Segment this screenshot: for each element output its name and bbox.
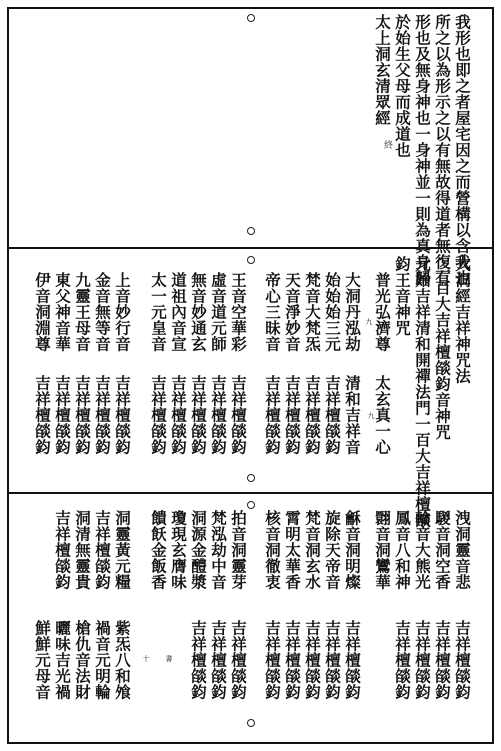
panel3-upper: 輪音大熊光	[413, 510, 432, 590]
panel3-left-mark: 書	[165, 655, 173, 662]
panel2-name: 大洞丹泓劫	[343, 272, 362, 352]
panel2-lower: 吉祥檀燄鈞	[113, 375, 132, 455]
panel2-inline-mark: 九	[365, 318, 373, 325]
panel2-name: 虛音道元師	[209, 272, 228, 352]
panel2-name: 天音淨妙音	[283, 272, 302, 352]
panel2-name: 伊音洞淵尊	[33, 272, 52, 352]
panel2-lower: 清和吉祥音	[343, 375, 362, 455]
panel2-lower: 吉祥檀燄鈞	[33, 375, 52, 455]
panel2-name: 金音無等音	[93, 272, 112, 352]
panel3-page-mark: 十	[142, 655, 150, 662]
panel2-name: 始始始三元	[323, 272, 342, 352]
panel1-col5: 太上洞玄清眾經	[373, 14, 392, 126]
panel2-lower: 吉祥檀燄鈞	[229, 375, 248, 455]
panel3-upper: 洞源金醴漿	[189, 510, 208, 590]
panel2-name: 無音妙通玄	[189, 272, 208, 352]
panel2-name: 道祖內音宣	[169, 272, 188, 352]
panel1-col1: 我形也即之者屋宅因之而營構以含我也	[453, 14, 472, 286]
panel3-upper: 核音洞徹衷	[263, 510, 282, 590]
panel2-name: 梵音大梵炁	[303, 272, 322, 352]
panel2-page-mark: 九	[367, 412, 375, 419]
panel3-lower: 吉祥檀燄鈞	[189, 620, 208, 700]
panel2-lower: 吉祥檀燄鈞	[303, 375, 322, 455]
panel2-name: 王音空華彩	[229, 272, 248, 352]
panel1-col3: 形也及無身神也一身神並一則為真身歸	[413, 14, 432, 286]
panel1-end-mark: 終	[382, 140, 392, 149]
panel2-title2: 一百大吉祥檀燄鈞音神咒	[433, 264, 452, 440]
panel2-name: 東父神音華	[53, 272, 72, 352]
panel3-upper: 洞清無靈貴	[73, 510, 92, 590]
binding-hole-icon	[247, 256, 255, 264]
binding-hole-icon	[247, 227, 255, 235]
panel1-col4: 於始生父母而成道也	[393, 14, 412, 158]
panel3-upper: 梵音洞玄水	[303, 510, 322, 590]
panel3-lower: 曬味吉光禍	[53, 620, 72, 700]
panel3-upper: 霄明太華香	[283, 510, 302, 590]
panel2-title1: 大洞經吉祥神咒法	[453, 256, 472, 384]
panel3-upper: 吉祥檀燄鈞	[93, 510, 112, 590]
panel2-intro: 元始吉祥清和開禪法門一百大吉祥檀燄	[413, 256, 432, 528]
panel2-lower: 吉祥檀燄鈞	[189, 375, 208, 455]
panel2-lower: 吉祥檀燄鈞	[283, 375, 302, 455]
panel3-lower: 吉祥檀燄鈞	[343, 620, 362, 700]
panel3-lower: 槍仇音法財	[73, 620, 92, 700]
panel3-lower: 禍音元明輪	[93, 620, 112, 700]
panel3-upper: 騣音洞空香	[433, 510, 452, 590]
panel3-upper: 翾音洞鸞華	[373, 510, 392, 590]
panel3-lower: 吉祥檀燄鈞	[393, 620, 412, 700]
binding-hole-icon	[247, 719, 255, 727]
panel2-lower: 吉祥檀燄鈞	[263, 375, 282, 455]
panel3-upper: 龢音洞明燦	[343, 510, 362, 590]
panel2-lower: 吉祥檀燄鈞	[323, 375, 342, 455]
panel2-name: 帝心三昧音	[263, 272, 282, 352]
panel3-lower: 吉祥檀燄鈞	[323, 620, 342, 700]
panel2-lower: 吉祥檀燄鈞	[209, 375, 228, 455]
panel3-upper: 旋除天帝音	[323, 510, 342, 590]
panel2-lower: 吉祥檀燄鈞	[93, 375, 112, 455]
panel3-lower: 吉祥檀燄鈞	[263, 620, 282, 700]
panel2-lower: 吉祥檀燄鈞	[73, 375, 92, 455]
panel3-lower: 吉祥檀燄鈞	[433, 620, 452, 700]
panel2-name: 太一元皇音	[149, 272, 168, 352]
binding-hole-icon	[247, 501, 255, 509]
panel2-name: 上音妙行音	[113, 272, 132, 352]
panel3-upper: 吉祥檀燄鈞	[53, 510, 72, 590]
panel3-lower: 紫炁八和飧	[113, 620, 132, 700]
panel3-lower: 吉祥檀燄鈞	[283, 620, 302, 700]
binding-hole-icon	[247, 474, 255, 482]
panel3-lower: 鮮鮮元母音	[33, 620, 52, 700]
panel3-lower: 吉祥檀燄鈞	[209, 620, 228, 700]
panel3-upper: 饋飫金飯香	[149, 510, 168, 590]
panel3-upper: 梵泓劫中音	[209, 510, 228, 590]
binding-hole-icon	[247, 14, 255, 22]
panel2-lower: 太玄真一心	[373, 375, 392, 455]
panel2-lower: 吉祥檀燄鈞	[169, 375, 188, 455]
panel2-lower: 吉祥檀燄鈞	[149, 375, 168, 455]
panel3-upper: 瓊現玄膺味	[169, 510, 188, 590]
panel2-verse-label: 鈞王音神咒	[393, 256, 412, 336]
panel1-col2: 所之以為形示之以有無故得道者無復有	[433, 14, 452, 286]
panel3-upper: 拍音洞靈芽	[229, 510, 248, 590]
panel3-upper: 洞靈黃元糧	[113, 510, 132, 590]
panel3-upper: 洩洞靈音悲	[453, 510, 472, 590]
panel2-lower: 吉祥檀燄鈞	[53, 375, 72, 455]
panel3-lower: 吉祥檀燄鈞	[303, 620, 322, 700]
panel3-lower: 吉祥檀燄鈞	[453, 620, 472, 700]
panel3-lower: 吉祥檀燄鈞	[229, 620, 248, 700]
panel3-lower: 吉祥檀燄鈞	[413, 620, 432, 700]
panel3-upper: 鳳音八和神	[393, 510, 412, 590]
panel2-name: 九靈王母音	[73, 272, 92, 352]
panel2-name: 普光弘濟尊	[373, 272, 392, 352]
